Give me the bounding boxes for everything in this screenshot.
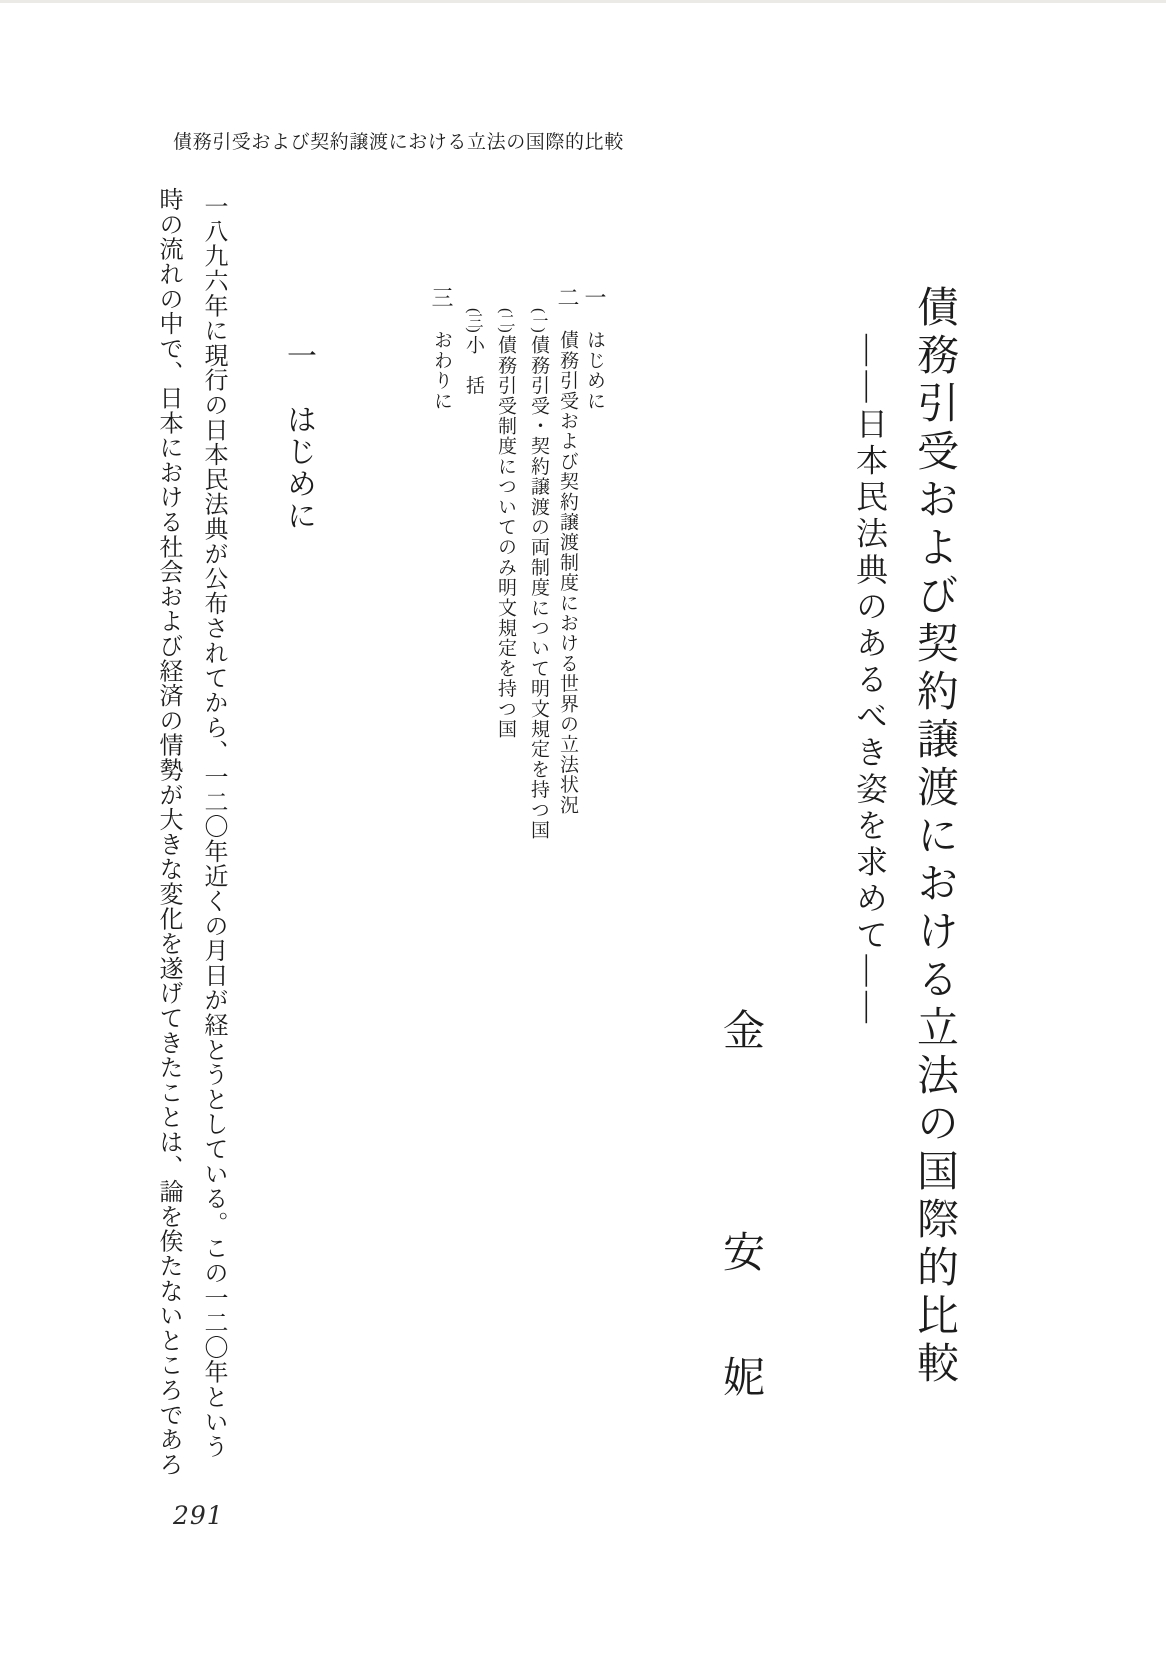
toc-item [556,286,578,815]
toc-item-label: 債務引受および契約譲渡制度における世界の立法状況 [557,330,578,815]
toc-item [583,286,605,411]
article-title: 債務引受および契約譲渡における立法の国際的比較 [911,285,957,1389]
page-number: 291 [173,1501,224,1530]
toc-item [430,286,452,411]
author-char: 妮 [722,1356,765,1402]
toc-subitem-number: (三) [465,308,482,332]
toc-subitem [496,308,515,739]
author-char: 金 [722,1009,765,1055]
toc-subitem [464,308,483,395]
running-header: 債務引受および契約譲渡における立法の国際的比較 [173,132,624,153]
toc-subitem [529,308,548,840]
toc-subitem-label: 債務引受制度についてのみ明文規定を持つ国 [495,334,516,739]
toc-item-number: 二 [555,286,580,308]
toc-item-label: はじめに [584,330,605,411]
section-heading: 一 はじめに [282,340,315,532]
toc-item-label: おわりに [431,330,452,411]
toc-subitem-number: (二) [497,308,514,332]
toc-item-number: 一 [582,286,607,308]
body-text-line: 時の流れの中で、日本における社会および経済の情勢が大きな変化を遂げてきたことは、論を俟たないところであろ [155,187,181,1477]
article-subtitle: ——日本民法典のあるべき姿を求めて—— [852,334,888,1028]
toc-subitem-number: (一) [530,308,547,332]
author-char: 安 [722,1231,765,1277]
body-text-line: 一八九六年に現行の日本民法典が公布されてから、一二〇年近くの月日が経とうとしている。この一二〇年という [200,194,226,1459]
toc-subitem-label: 小 括 [463,334,484,396]
toc-item-number: 三 [429,286,454,308]
toc-subitem-label: 債務引受・契約譲渡の両制度について明文規定を持つ国 [528,334,549,840]
